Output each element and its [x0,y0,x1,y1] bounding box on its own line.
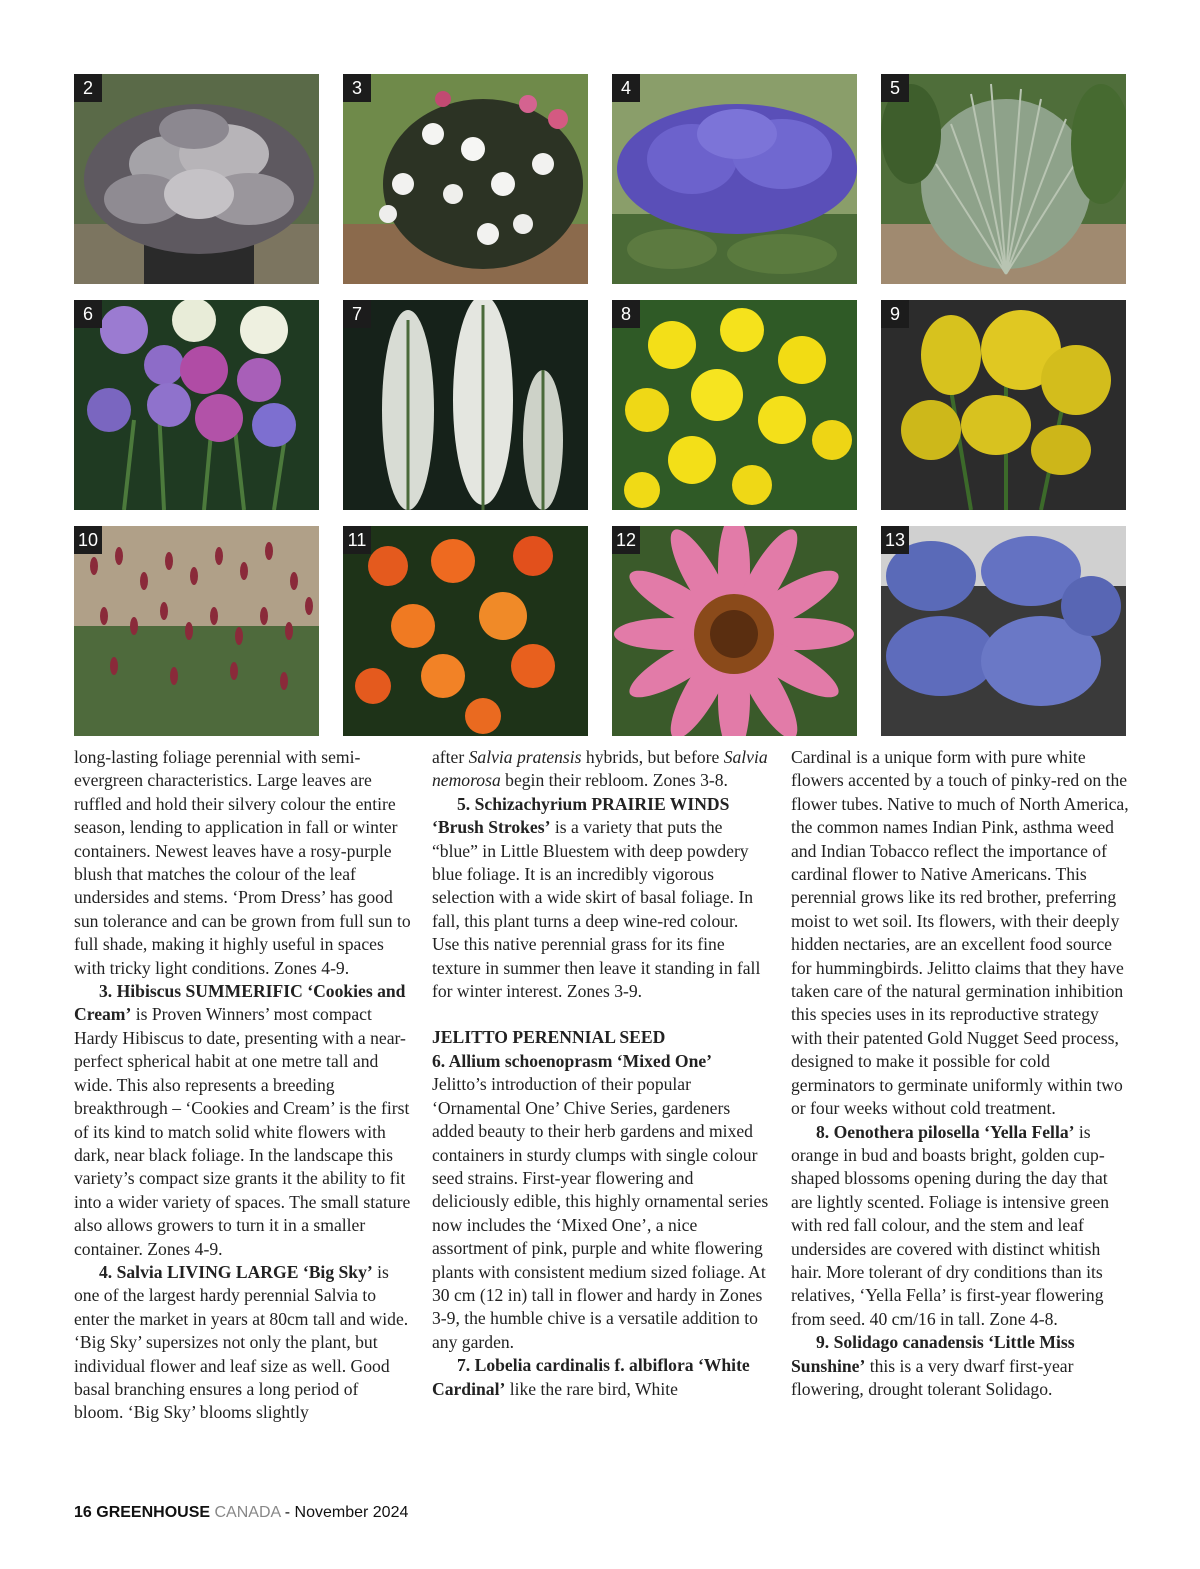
paragraph [74,980,412,1261]
photo-number: 5 [881,74,909,102]
echinacea-image [612,526,857,736]
paragraph-text: is one of the largest hardy perennial Salvia to enter the market in years at 80cm tall and wide. ‘Big Sky’ supersizes not only the plant, but individual flower and leaf size as well. Good basal branching ensures a long period of bloom. ‘Big Sky’ blooms slightly [74,1261,409,1423]
paragraph [432,1050,770,1354]
plant-name: 7. Lobelia cardinalis f. albiflora ‘White Cardinal’ [432,1355,750,1399]
paragraph-text: hybrids, but before [581,747,724,767]
paragraph [791,1331,1129,1401]
allium-image [74,300,319,510]
oenothera-image [612,300,857,510]
paragraph [74,1261,412,1425]
hibiscus-image [343,74,588,284]
column-3 [791,746,1129,1401]
species-name: Salvia nemorosa [432,747,768,791]
photo-number: 8 [612,300,640,328]
photo-solidago [881,300,1126,510]
sanguisorba-image [74,526,319,736]
schizachyrium-image [881,74,1126,284]
photo-number: 13 [881,526,909,554]
paragraph [432,1354,770,1401]
paragraph [432,746,770,793]
section-heading: JELITTO PERENNIAL SEED [432,1027,666,1048]
plant-name: 5. Schizachyrium PRAIRIE WINDS ‘Brush Strokes’ [432,793,730,838]
photo-sanguisorba [74,526,319,736]
photo-number: 2 [74,74,102,102]
paragraph-text: Jelitto’s introduction of their popular ‘Ornamental One’ Chive Series, gardeners added beauty to their herb gardens and mixed containers in sturdy clumps with single colour seed strains. First-year flowering and deliciously edible, this highly ornamental series now includes the ‘Mixed One’, a nice assortment of pink, purple and white flowering plants with consistent medium sized foliage. At 30 cm (12 in) tall in flower and hardy in Zones 3-9, the humble chive is a versatile addition to any garden. [432,1074,769,1352]
magazine-suffix: CANADA [214,1504,281,1521]
page-footer [74,1504,408,1522]
photo-salvia [612,74,857,284]
heuchera-image [74,74,319,284]
photo-schizachyrium [881,74,1126,284]
magazine-name: GREENHOUSE [96,1504,211,1521]
paragraph-text: is Proven Winners’ most compact Hardy Hibiscus to date, presenting with a near-perfect spherical habit at one metre tall and wide. This also represents a breeding breakthrough – ‘Cookies and Cream’ is the first of its kind to match solid white flowers with dark, near black foliage. In the landscape this variety’s compact size grants it the ability to fit into a wider variety of spaces. The small stature also allows growers to turn it in a smaller container. Zones 4-9. [74,1004,411,1259]
photo-number: 6 [74,300,102,328]
photo-lobelia-white [343,300,588,510]
photo-oenothera [612,300,857,510]
photo-number: 4 [612,74,640,102]
lobelia-blue-image [881,526,1126,736]
photo-lobelia-blue [881,526,1126,736]
photo-number: 12 [612,526,640,554]
photo-heuchera [74,74,319,284]
paragraph-text: like the rare bird, White [505,1378,678,1399]
photo-number: 11 [343,526,371,554]
plant-name: 4. Salvia LIVING LARGE ‘Big Sky’ [99,1261,373,1282]
paragraph [791,1121,1129,1332]
photo-allium [74,300,319,510]
page-number: 16 [74,1504,92,1521]
paragraph: Cardinal is a unique form with pure white flowers accented by a touch of pinky-red on the flower tubes. Native to much of North America, the common names Indian Pink, asthma weed and Indian Tobacco reflect the importance of cardinal flower to Native Americans. This perennial grows like its red brother, preferring moist to wet soil. Its flowers, with their deeply hidden nectaries, are an excellent food source for hummingbirds. Jelitto claims that they have taken care of the natural germination inhibition this species uses in its reproductive strategy with their patented Gold Nugget Seed process, designed to make it possible for cold germinators to germinate uniformly within two or four weeks without cold treatment. [791,747,1129,1119]
photo-hibiscus [343,74,588,284]
plant-name: 6. Allium schoenoprasm ‘Mixed One’ [432,1050,713,1071]
column-2 [432,746,770,1401]
issue-date: November 2024 [294,1504,409,1521]
paragraph-text: is a variety that puts the “blue” in Little Bluestem with deep powdery blue foliage. It is an incredibly vigorous selection with a wide skirt of basal foliage. In fall, this plant turns a deep wine-red colour. Use this native perennial grass for its fine texture in summer then leave it standing in fall for winter interest. Zones 3-9. [432,817,761,1002]
photo-number: 10 [74,526,102,554]
heliopsis-image [343,526,588,736]
photo-number: 3 [343,74,371,102]
photo-echinacea [612,526,857,736]
lobelia-white-image [343,300,588,510]
column-1 [74,746,412,1425]
photo-number: 9 [881,300,909,328]
paragraph-text: is orange in bud and boasts bright, golden cup-shaped blossoms opening during the day that are lightly scented. Foliage is intensive green with red fall colour, and the stem and leaf undersides are covered with distinct whitish hair. More tolerant of dry conditions than its relatives, ‘Yella Fella’ is first-year flowering from seed. 40 cm/16 in tall. Zone 4-8. [791,1121,1110,1329]
plant-name: 9. Solidago canadensis ‘Little Miss Sunshine’ [791,1332,1075,1376]
photo-number: 7 [343,300,371,328]
photo-heliopsis [343,526,588,736]
paragraph [432,793,770,1004]
paragraph: long-lasting foliage perennial with semi-evergreen characteristics. Large leaves are ruffled and hold their silvery colour the entire season, lending to application in fall or winter containers. Newest leaves have a rosy-purple blush that matches the colour of the leaf undersides and stems. ‘Prom Dress’ has good sun tolerance and can be grown from full sun to full shade, making it highly useful in spaces with tricky light conditions. Zones 4-9. [74,747,411,978]
plant-name: 8. Oenothera pilosella ‘Yella Fella’ [816,1121,1075,1142]
paragraph-text: this is a very dwarf first-year flowering, drought tolerant Solidago. [791,1355,1074,1399]
species-name: Salvia pratensis [468,747,582,767]
plant-name: 3. Hibiscus SUMMERIFIC ‘Cookies and Cream’ [74,981,406,1025]
footer-separator: - [280,1504,295,1521]
paragraph-text: after [432,747,469,767]
salvia-image [612,74,857,284]
paragraph-text: begin their rebloom. Zones 3-8. [500,770,728,791]
solidago-image [881,300,1126,510]
